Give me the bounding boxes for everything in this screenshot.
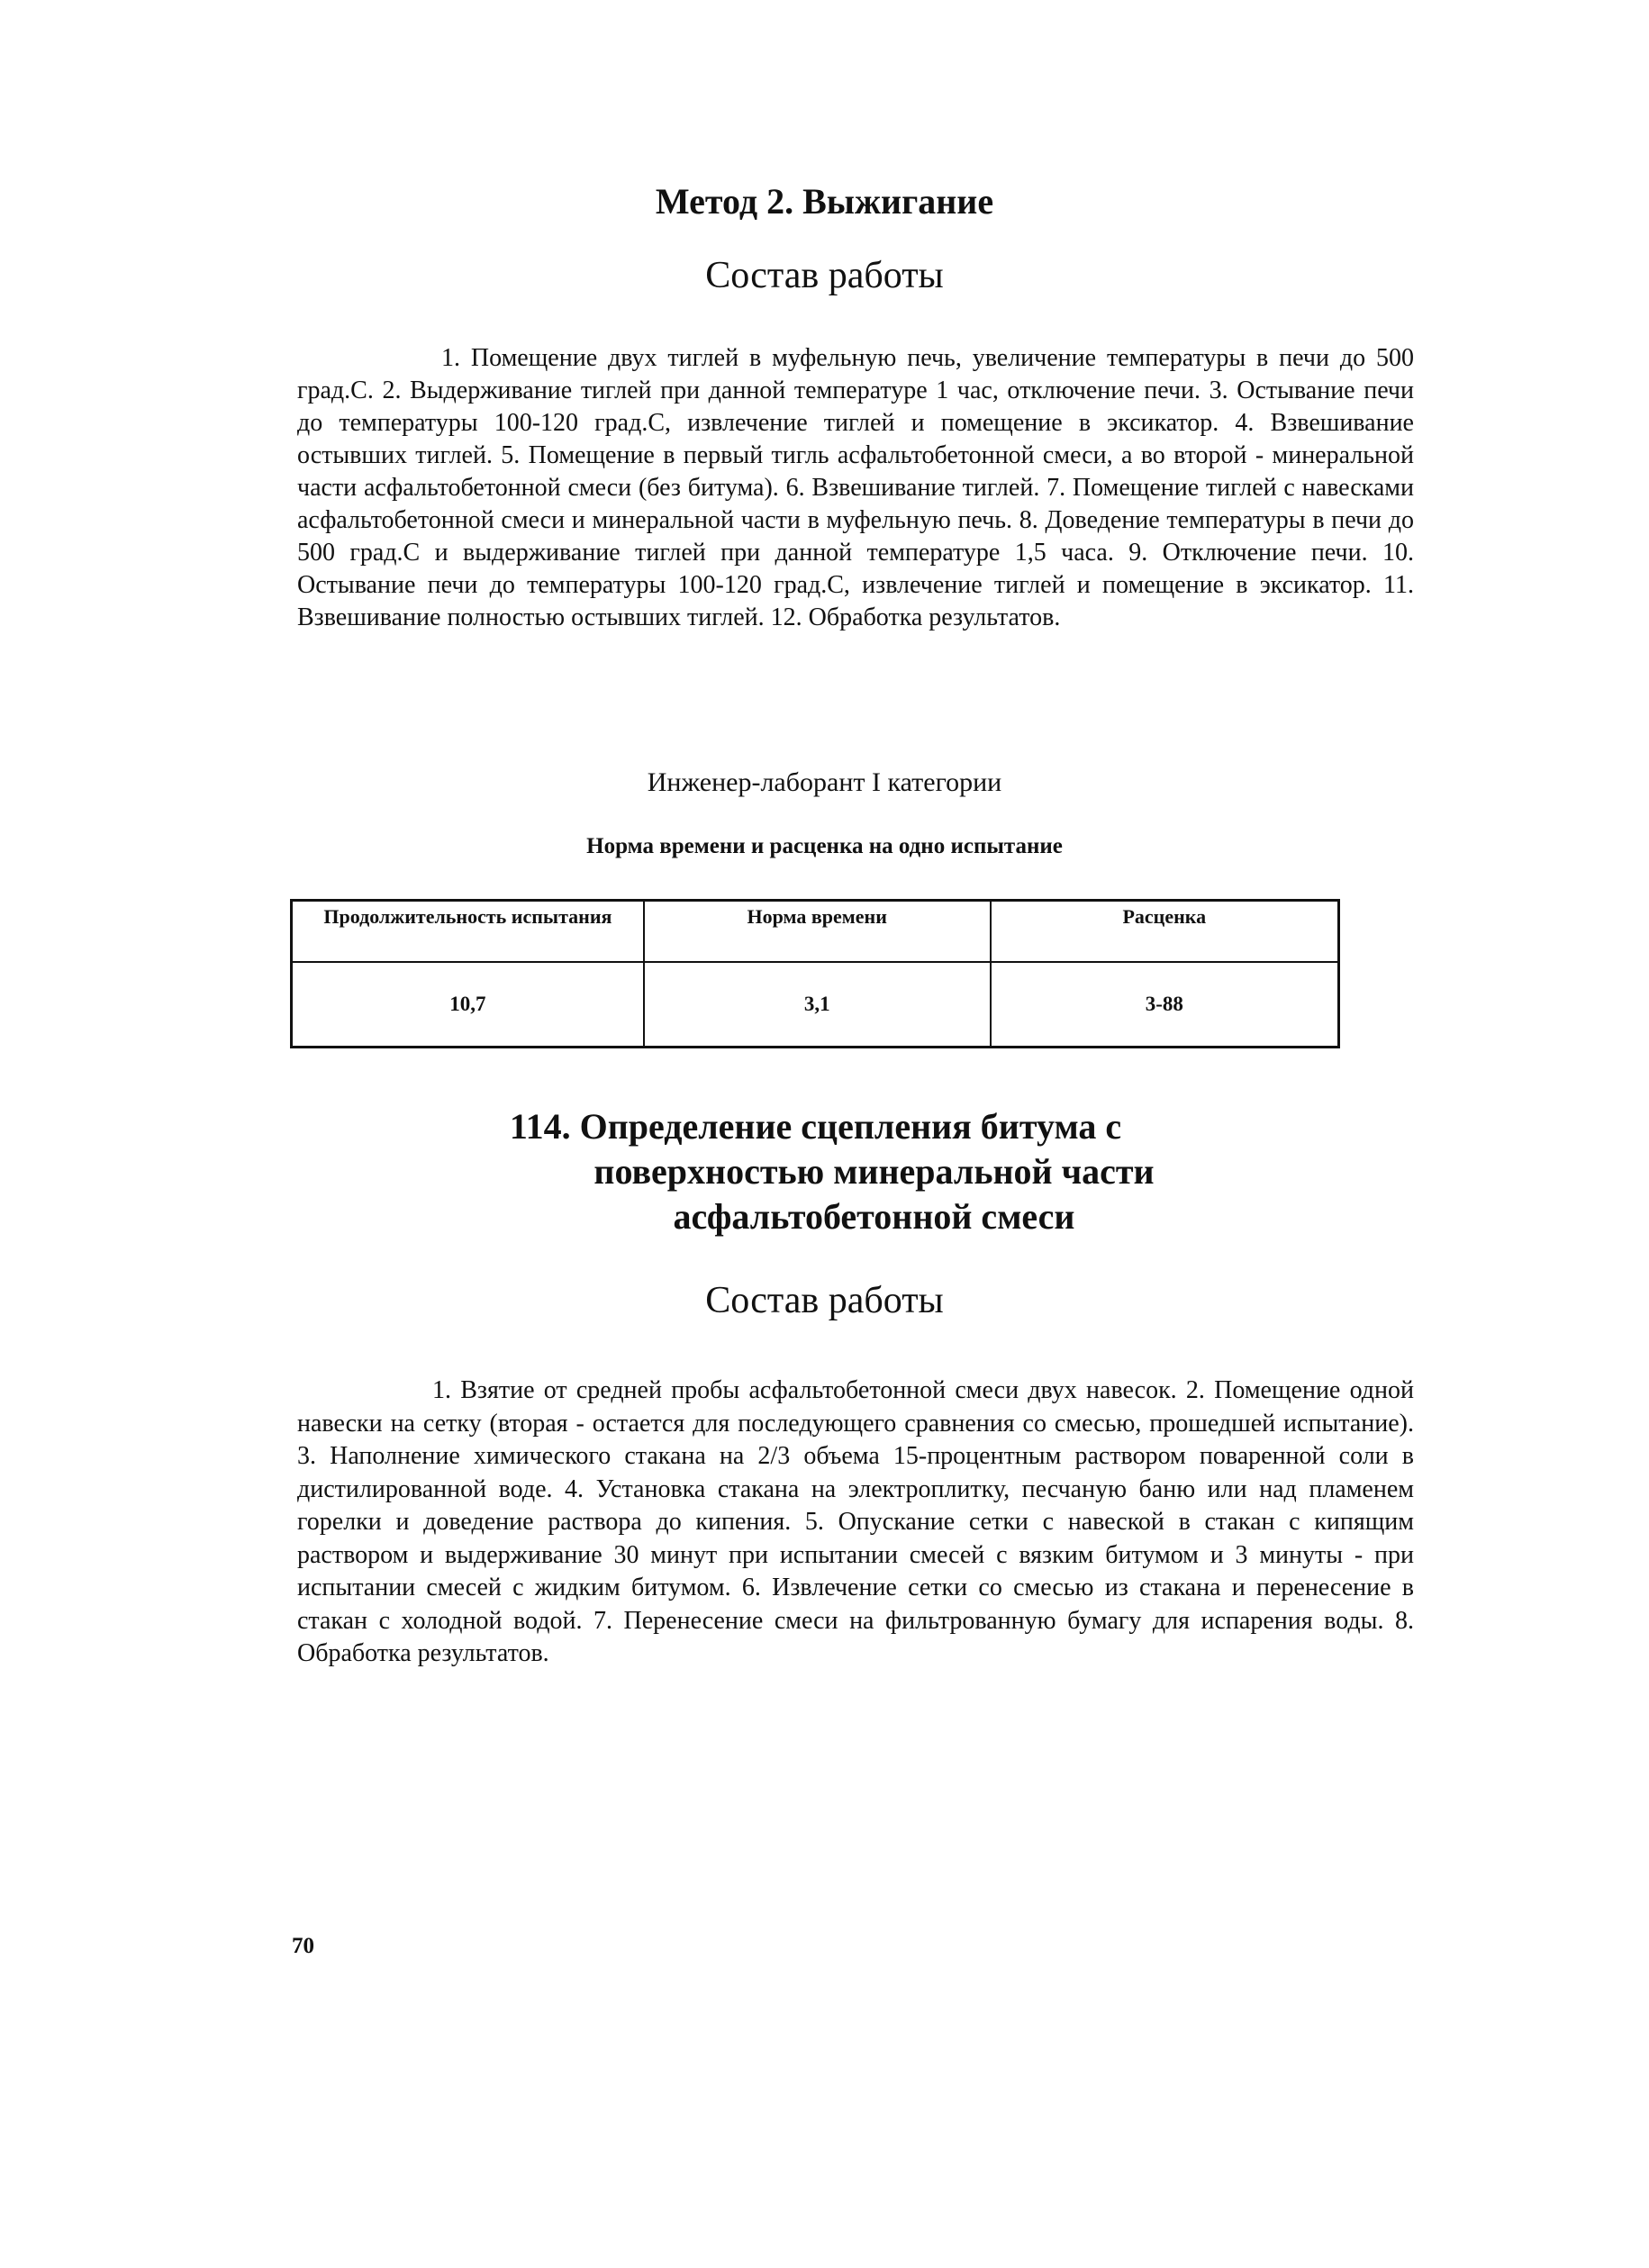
table-header-row	[292, 901, 1339, 963]
worker-category: Инженер-лаборант I категории	[647, 767, 1002, 797]
composition-heading: Состав работы	[705, 255, 944, 296]
rate-table-title: Норма времени и расценка на одно испытание	[586, 834, 1063, 858]
cell-rate: 3-88	[991, 962, 1339, 1048]
section-composition-paragraph: 1. Взятие от средней пробы асфальтобетонной смеси двух навесок. 2. Помещение одной навески на сетку (вторая - остается для последующего сравнения со смесью, прошедшей испытание). 3. Наполнение химического стакана на 2/3 объема 15-процентным раствором поваренной соли в дистилированной воде. 4. Установка стакана на электроплитку, песчаную баню или над пламенем горелки и доведение раствора до кипения. 5. Опускание сетки с навеской в стакан с кипящим раствором и выдерживание 30 минут при испытании смесей с вязким битумом и 3 минуты - при испытании смесей с жидким битумом. 6. Извлечение сетки со смесью из стакана и перенесение в стакан с холодной водой. 7. Перенесение смеси на фильтрованную бумагу для испарения воды. 8. Обработка результатов.	[297, 1376, 1414, 1667]
section-title-line-3: асфальтобетонной смеси	[673, 1196, 1075, 1237]
page-number: 70	[292, 1934, 314, 1958]
section-title-line-1: 114. Определение сцепления битума с	[509, 1106, 1122, 1147]
section-title-line-2: поверхностью минеральной части	[593, 1151, 1155, 1192]
section-title	[0, 1104, 1649, 1239]
method-title: Метод 2. Выжигание	[655, 181, 994, 222]
header-time-norm: Норма времени	[644, 901, 991, 963]
header-duration: Продолжительность испытания	[292, 901, 644, 963]
rate-table	[290, 899, 1340, 1048]
table-row	[292, 962, 1339, 1048]
cell-duration: 10,7	[292, 962, 644, 1048]
header-rate: Расценка	[991, 901, 1339, 963]
section-composition-heading: Состав работы	[705, 1280, 944, 1321]
cell-time-norm: 3,1	[644, 962, 991, 1048]
composition-paragraph: 1. Помещение двух тиглей в муфельную печь, увеличение температуры в печи до 500 град.С. 2. Выдерживание тиглей при данной температуре 1 час, отключение печи. 3. Остывание печи до температуры 100-120 град.С, извлечение тиглей и помещение в эксикатор. 4. Взвешивание остывших тиглей. 5. Помещение в первый тигль асфальтобетонной смеси, а во второй - минеральной части асфальтобетонной смеси (без битума). 6. Взвешивание тиглей. 7. Помещение тиглей с навесками асфальтобетонной смеси и минеральной части в муфельную печь. 8. Доведение температуры в печи до 500 град.С и выдерживание тиглей при данной температуре 1,5 часа. 9. Отключение печи. 10. Остывание печи до температуры 100-120 град.С, извлечение тиглей и помещение в эксикатор. 11. Взвешивание полностью остывших тиглей. 12. Обработка результатов.	[297, 344, 1414, 631]
